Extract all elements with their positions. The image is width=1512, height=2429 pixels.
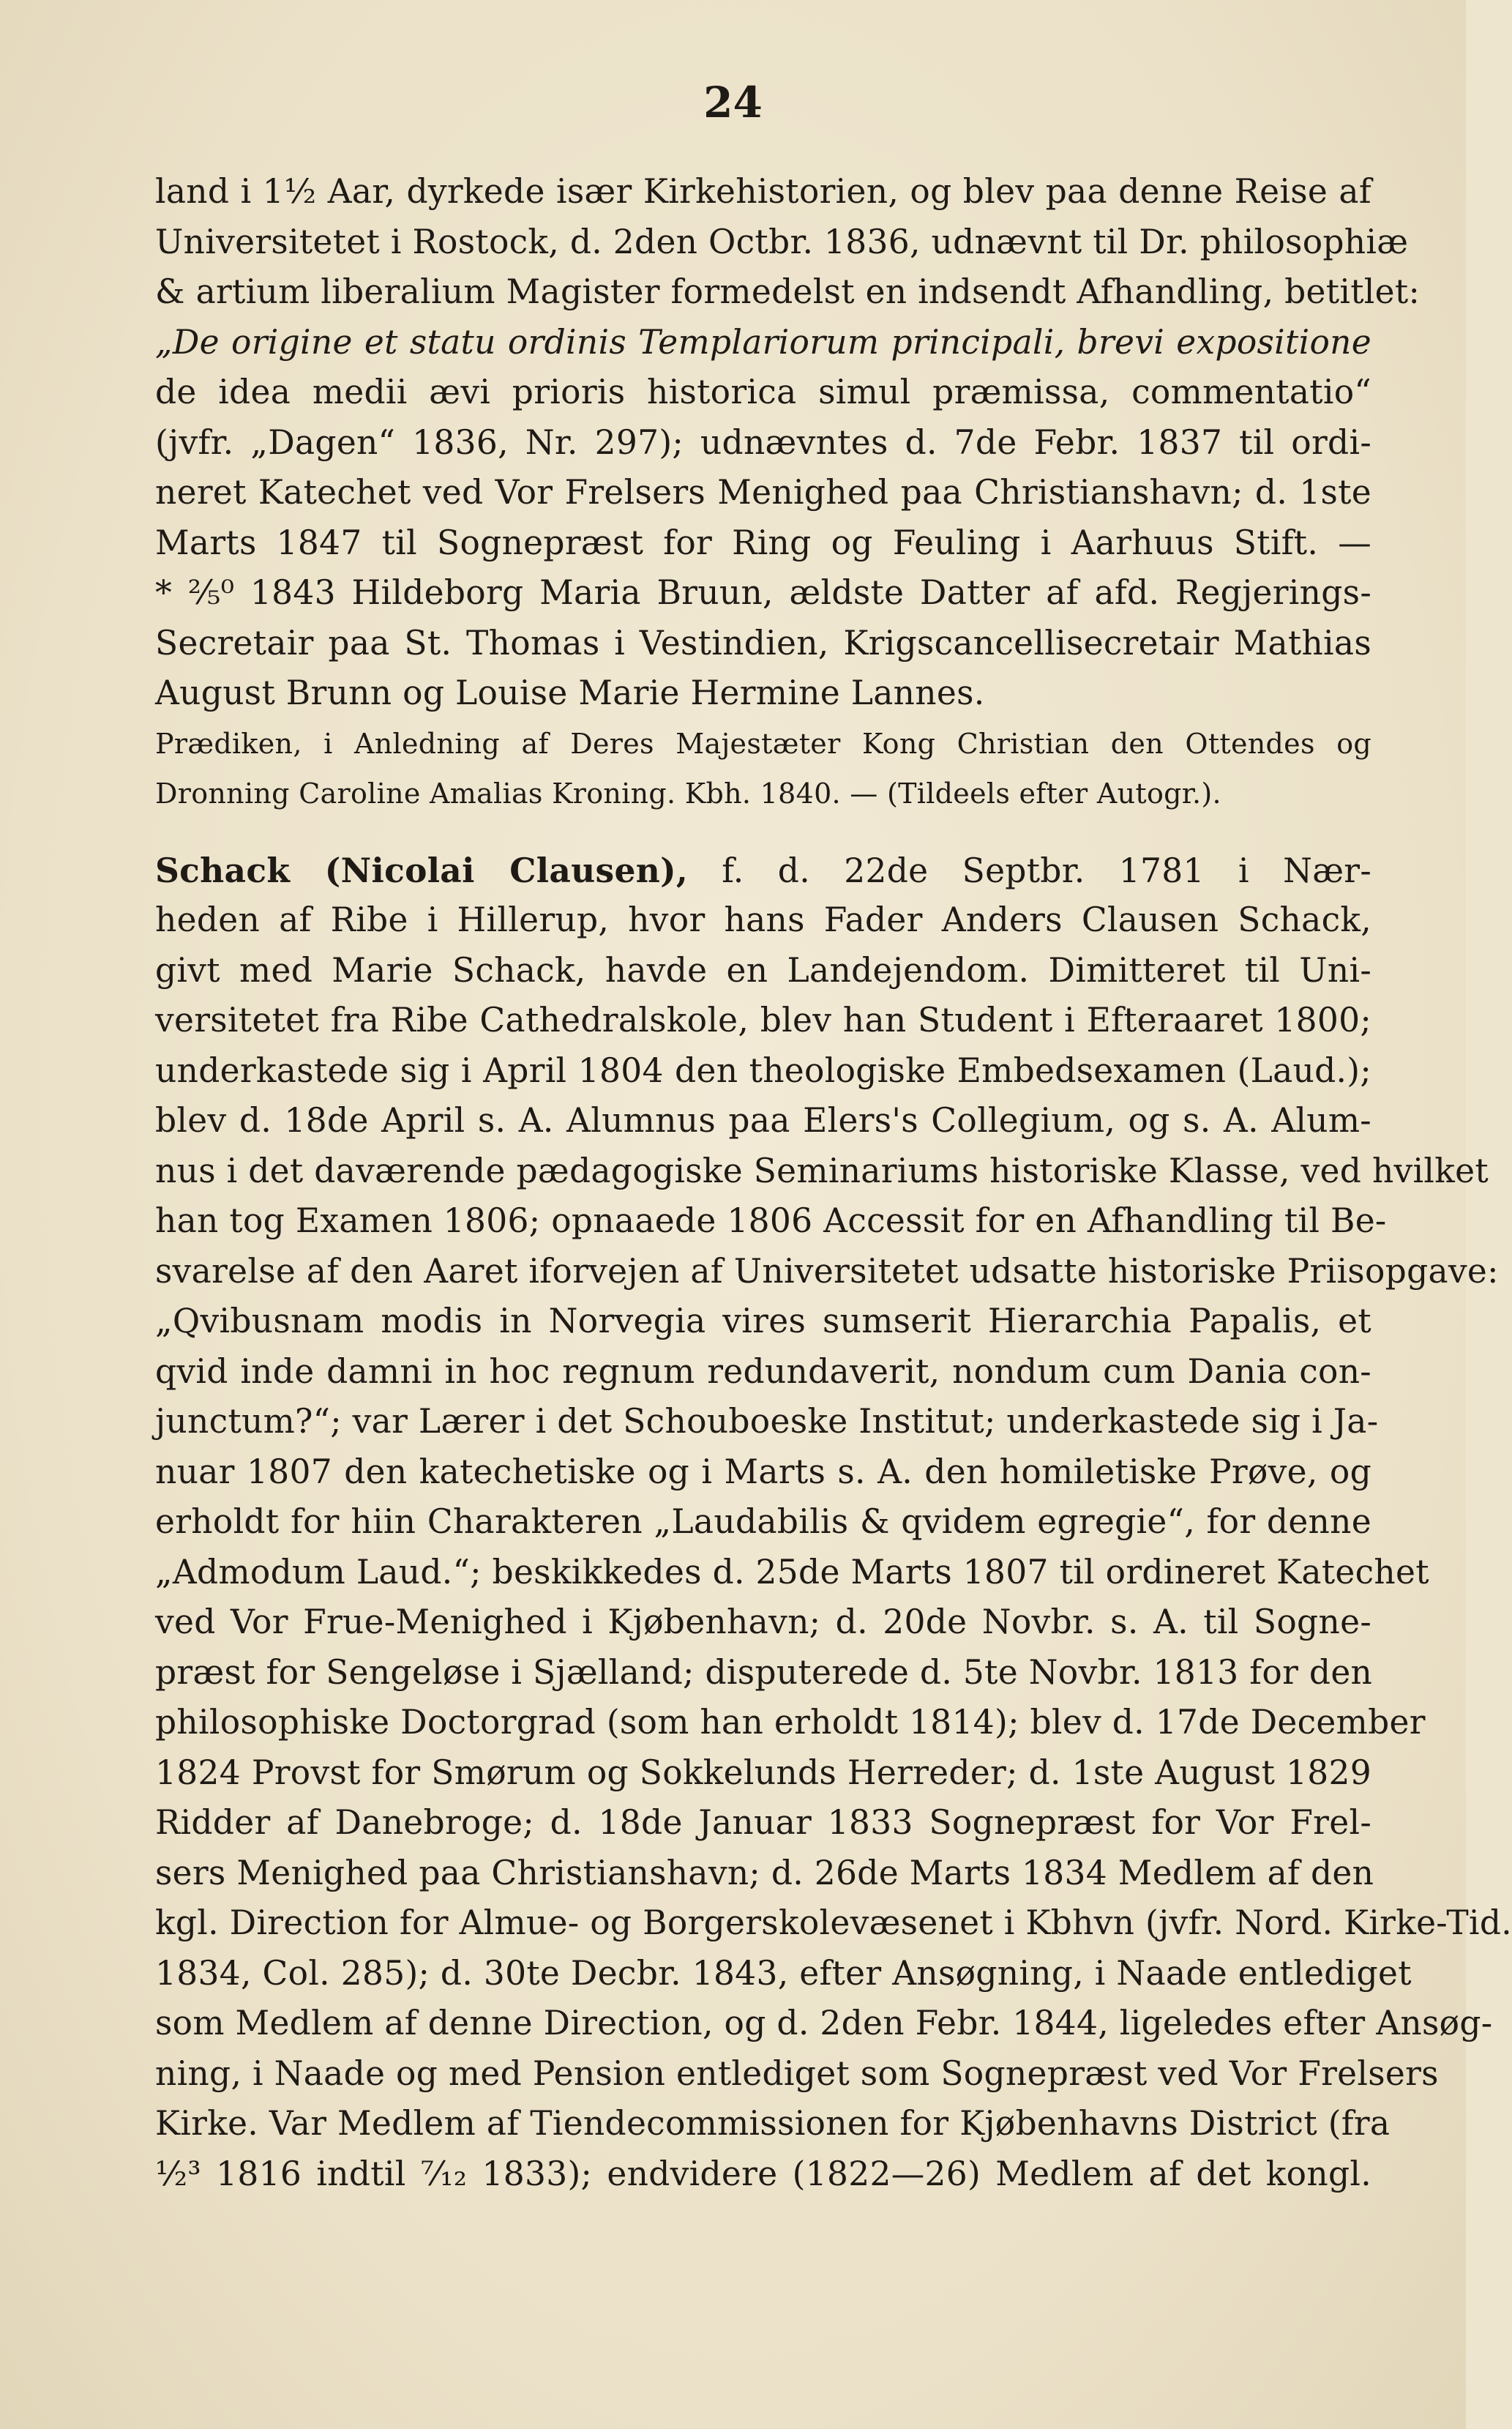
text-line: erholdt for hiin Charakteren „Laudabilis & qvidem egregie“, for denne xyxy=(155,1502,1371,1541)
text-line: præst for Sengeløse i Sjælland; disputerede d. 5te Novbr. 1813 for den xyxy=(155,1652,1373,1692)
entry-first-line xyxy=(155,846,1371,896)
entry-heading: Schack (Nicolai Clausen), xyxy=(155,850,689,890)
text-line: Universitetet i Rostock, d. 2den Octbr. 1836, udnævnt til Dr. philosophiæ xyxy=(155,222,1409,261)
text-line: qvid inde damni in hoc regnum redundaverit, nondum cum Dania con- xyxy=(155,1351,1371,1391)
text-line: som Medlem af denne Direction, og d. 2den Febr. 1844, ligeledes efter Ansøg- xyxy=(155,2004,1493,2042)
publication-note xyxy=(155,719,1371,819)
text-line: ning, i Naade og med Pension entlediget som Sognepræst ved Vor Frelsers xyxy=(155,2053,1439,2093)
text-line: kgl. Direction for Almue- og Borgerskolevæsenet i Kbhvn (jvfr. Nord. Kirke-Tid. xyxy=(155,1903,1512,1942)
text-line: svarelse af den Aaret iforvejen af Universitetet udsatte historiske Priisopgave: xyxy=(155,1251,1499,1291)
text-line: heden af Ribe i Hillerup, hvor hans Fader Anders Clausen Schack, xyxy=(155,900,1371,939)
text-line: givt med Marie Schack, havde en Landejendom. Dimitteret til Uni- xyxy=(155,950,1371,990)
previous-entry-continuation xyxy=(155,167,1421,719)
text-line: versitetet fra Ribe Cathedralskole, blev han Student i Efteraaret 1800; xyxy=(155,1001,1371,1040)
text-line: nus i det daværende pædagogiske Seminariums historiske Klasse, ved hvilket xyxy=(155,1151,1489,1190)
text-line: Dronning Caroline Amalias Kroning. Kbh. 1840. — (Tildeels efter Autogr.). xyxy=(155,777,1221,810)
text-line: & artium liberalium Magister formedelst en indsendt Afhandling, betitlet: xyxy=(155,272,1421,311)
text-line: junctum?“; var Lærer i det Schouboeske Institut; underkastede sig i Ja- xyxy=(155,1402,1379,1441)
text-line: * ²⁄₅⁰ 1843 Hildeborg Maria Bruun, ældste Datter af afd. Regjerings- xyxy=(155,573,1371,612)
text-line: ½³ 1816 indtil ⁷⁄₁₂ 1833); endvidere (1822—26) Medlem af det kongl. xyxy=(155,2154,1371,2193)
text-line: philosophiske Doctorgrad (som han erholdt 1814); blev d. 17de December xyxy=(155,1703,1426,1742)
text-line: Secretair paa St. Thomas i Vestindien, Krigscancellisecretair Mathias xyxy=(155,623,1371,663)
text-line: nuar 1807 den katechetiske og i Marts s. A. den homiletiske Prøve, og xyxy=(155,1452,1371,1491)
entry-schack xyxy=(155,846,1512,2200)
text-line: neret Katechet ved Vor Frelsers Menighed paa Christianshavn; d. 1ste xyxy=(155,473,1371,512)
text-line: ved Vor Frue-Menighed i Kjøbenhavn; d. 20de Novbr. s. A. til Sogne- xyxy=(155,1602,1371,1641)
text-line: blev d. 18de April s. A. Alumnus paa Elers's Collegium, og s. A. Alum- xyxy=(155,1101,1371,1140)
page-text xyxy=(155,167,1512,2199)
text-line: (jvfr. „Dagen“ 1836, Nr. 297); udnævntes d. 7de Febr. 1837 til ordi- xyxy=(155,422,1371,462)
text-line: Kirke. Var Medlem af Tiendecommissionen for Kjøbenhavns District (fra xyxy=(155,2104,1391,2143)
text-line: 1834, Col. 285); d. 30te Decbr. 1843, efter Ansøgning, i Naade entlediget xyxy=(155,1953,1412,1993)
text-line: „De origine et statu ordinis Templariorum principali, brevi expositione xyxy=(155,322,1371,362)
text-line: Prædiken, i Anledning af Deres Majestæter Kong Christian den Ottendes og xyxy=(155,727,1371,760)
entry-gap xyxy=(155,819,1371,846)
text-line: 1824 Provst for Smørum og Sokkelunds Herreder; d. 1ste August 1829 xyxy=(155,1753,1371,1792)
text-line: underkastede sig i April 1804 den theologiske Embedsexamen (Laud.); xyxy=(155,1051,1371,1090)
text-line: sers Menighed paa Christianshavn; d. 26de Marts 1834 Medlem af den xyxy=(155,1853,1374,1892)
text-line: August Brunn og Louise Marie Hermine Lannes. xyxy=(155,674,985,712)
text-line: „Qvibusnam modis in Norvegia vires sumserit Hierarchia Papalis, et xyxy=(155,1302,1371,1340)
text-line: han tog Examen 1806; opnaaede 1806 Accessit for en Afhandling til Be- xyxy=(155,1201,1387,1240)
text-line: de idea medii ævi prioris historica simul præmissa, commentatio“ xyxy=(155,373,1371,411)
text-line: Marts 1847 til Sognepræst for Ring og Feuling i Aarhuus Stift. — xyxy=(155,523,1371,562)
text-line: land i 1½ Aar, dyrkede især Kirkehistorien, og blev paa denne Reise af xyxy=(155,172,1371,211)
entry-first-line-text: f. d. 22de Septbr. 1781 i Nær- xyxy=(688,851,1371,890)
text-line: Ridder af Danebroge; d. 18de Januar 1833 Sognepræst for Vor Frel- xyxy=(155,1803,1371,1842)
text-line: „Admodum Laud.“; beskikkedes d. 25de Marts 1807 til ordineret Katechet xyxy=(155,1552,1429,1592)
page-number: 24 xyxy=(703,78,763,127)
